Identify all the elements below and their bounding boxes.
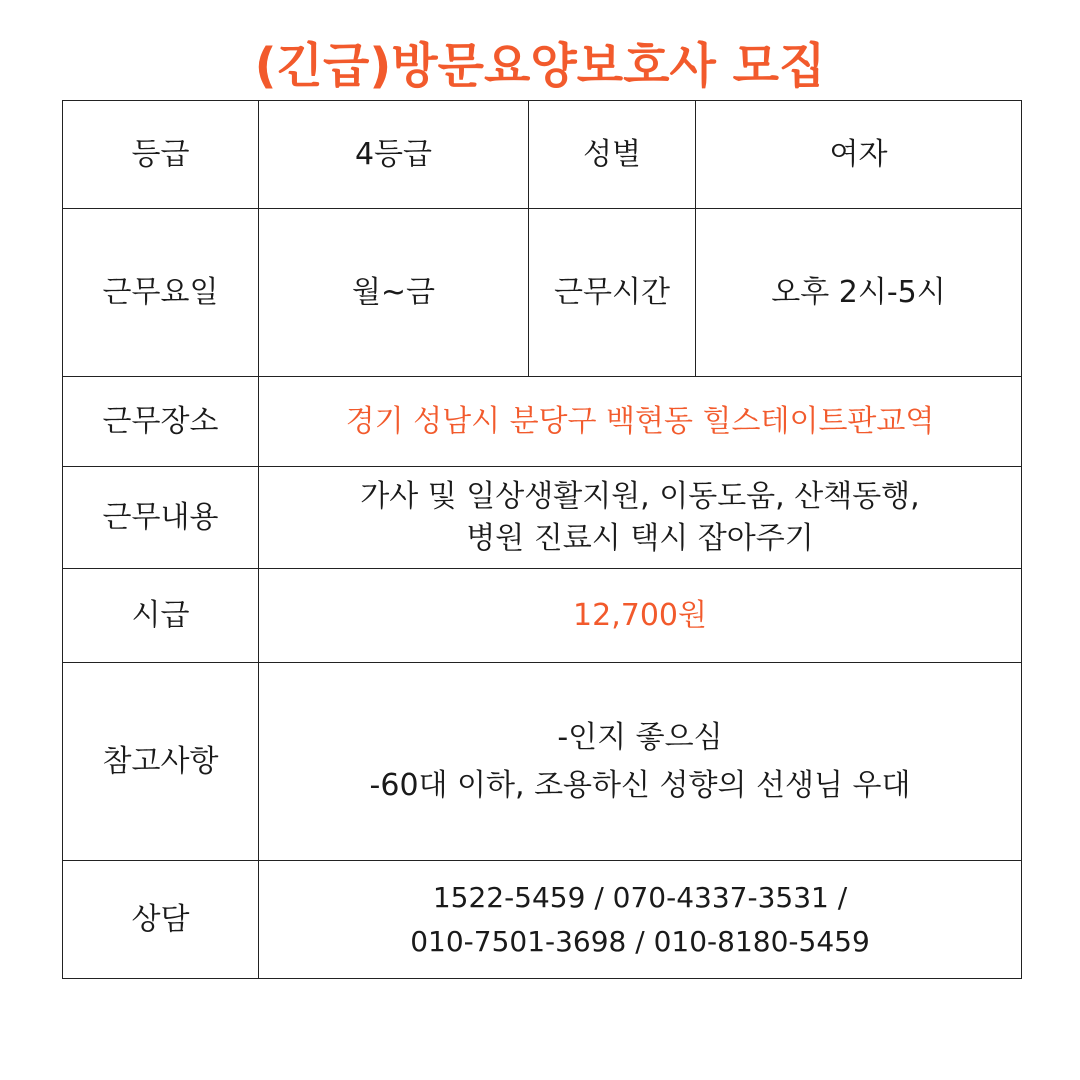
gender-label: 성별 <box>529 101 696 209</box>
row-contact <box>63 861 1022 979</box>
row-location <box>63 377 1022 467</box>
notes-label: 참고사항 <box>63 663 259 861</box>
gender-value: 여자 <box>696 101 1022 209</box>
job-info-table <box>62 100 1022 979</box>
row-notes <box>63 663 1022 861</box>
work-hours-value: 오후 2시-5시 <box>696 209 1022 377</box>
contact-line-2: 010-7501-3698 / 010-8180-5459 <box>410 924 870 958</box>
grade-value: 4등급 <box>259 101 529 209</box>
duties-value <box>259 467 1022 569</box>
row-grade <box>63 101 1022 209</box>
work-days-label: 근무요일 <box>63 209 259 377</box>
grade-label: 등급 <box>63 101 259 209</box>
contact-label: 상담 <box>63 861 259 979</box>
location-value: 경기 성남시 분당구 백현동 힐스테이트판교역 <box>259 377 1022 467</box>
location-label: 근무장소 <box>63 377 259 467</box>
row-duties <box>63 467 1022 569</box>
duties-label: 근무내용 <box>63 467 259 569</box>
row-wage <box>63 569 1022 663</box>
contact-line-1: 1522-5459 / 070-4337-3531 / <box>432 880 848 914</box>
wage-label: 시급 <box>63 569 259 663</box>
row-work-days <box>63 209 1022 377</box>
work-hours-label: 근무시간 <box>529 209 696 377</box>
duties-line-2: 병원 진료시 택시 잡아주기 <box>466 520 814 556</box>
contact-value <box>259 861 1022 979</box>
notes-line-2: -60대 이하, 조용하신 성향의 선생님 우대 <box>369 767 911 803</box>
page-title: (긴급)방문요양보호사 모집 <box>254 38 826 94</box>
duties-line-1: 가사 및 일상생활지원, 이동도움, 산책동행, <box>360 478 920 514</box>
notes-value <box>259 663 1022 861</box>
wage-value: 12,700원 <box>259 569 1022 663</box>
work-days-value: 월~금 <box>259 209 529 377</box>
notes-line-1: -인지 좋으심 <box>557 719 723 755</box>
